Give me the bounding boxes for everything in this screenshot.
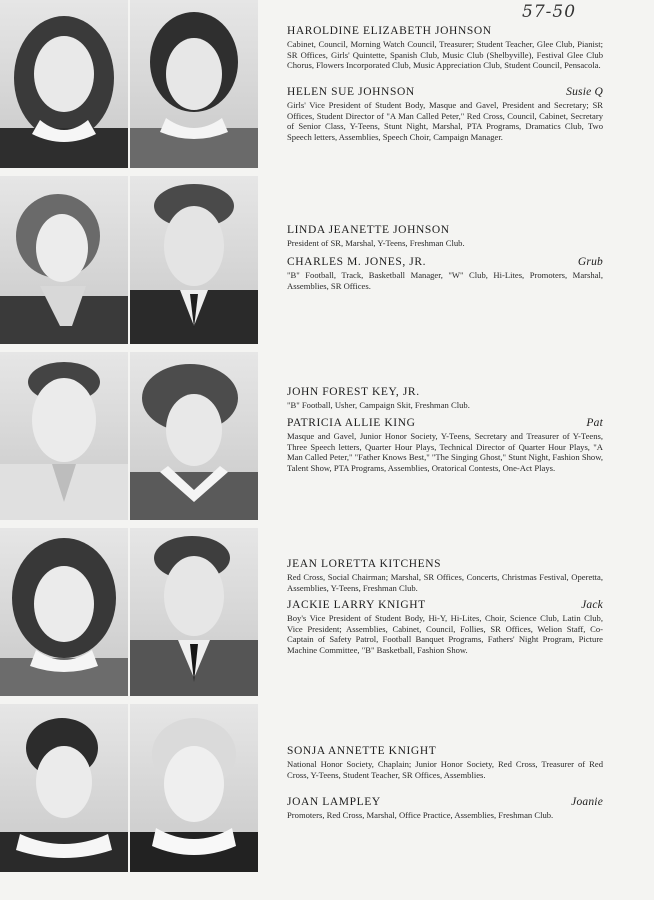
student-nickname: Pat <box>586 417 603 429</box>
portrait-photo <box>130 352 258 520</box>
student-entry <box>287 417 603 473</box>
student-entry <box>287 558 603 593</box>
student-name: PATRICIA ALLIE KING <box>287 417 416 429</box>
student-entry <box>287 796 603 821</box>
student-nickname: Jack <box>581 599 603 611</box>
student-entry <box>287 386 603 411</box>
student-entry <box>287 745 603 780</box>
portrait-grid <box>0 0 260 900</box>
student-name: JACKIE LARRY KNIGHT <box>287 599 426 611</box>
student-activities: "B" Football, Usher, Campaign Skit, Freshman Club. <box>287 400 470 410</box>
student-activities: Promoters, Red Cross, Marshal, Office Practice, Assemblies, Freshman Club. <box>287 810 554 820</box>
student-nickname: Joanie <box>571 796 603 808</box>
student-activities: Cabinet, Council, Morning Watch Council, Treasurer; Student Teacher, Glee Club, Pianist; SR Offices, Girls' Quintette, Spanish Club, Music Club (Shelbyville), Festival Glee Club Chorus, Flowers Incorporated Club, Music Appreciation Club, Student Council, Pensacola. <box>287 39 603 71</box>
student-activities: National Honor Society, Chaplain; Junior Honor Society, Red Cross, Treasurer of Red Cross, Y-Teens, Student Teacher, SR Offices, Assemblies. <box>287 759 603 780</box>
student-activities: "B" Football, Track, Basketball Manager, "W" Club, Hi-Lites, Promoters, Marshal, Assemblies, SR Offices. <box>287 270 603 291</box>
student-name: JOAN LAMPLEY <box>287 796 381 808</box>
student-name: JEAN LORETTA KITCHENS <box>287 558 442 570</box>
page-number: 57-50 <box>522 2 577 22</box>
student-name: JOHN FOREST KEY, JR. <box>287 386 420 398</box>
student-activities: Masque and Gavel, Junior Honor Society, Y-Teens, Secretary and Treasurer of Y-Teens, Three Speech letters, Quarter Hour Plays, Technical Director of Quarter Hour Plays, "A Man Called Peter," "Father Knows Best," "The Singing Ghost," Stunt Night, Fashion Show, Talent Show, PTA Programs, Assemblies, Oratorical Contests, One-Act Plays. <box>287 431 603 473</box>
portrait-photo <box>130 176 258 344</box>
student-nickname: Susie Q <box>566 86 603 98</box>
portrait-photo <box>130 528 258 696</box>
portrait-photo <box>0 176 128 344</box>
student-name: HELEN SUE JOHNSON <box>287 86 415 98</box>
portrait-photo <box>0 0 128 168</box>
student-activities: Red Cross, Social Chairman; Marshal, SR Offices, Concerts, Christmas Festival, Operetta, Assemblies, Y-Teens, Freshman Club. <box>287 572 603 593</box>
student-entry <box>287 599 603 655</box>
portrait-photo <box>130 704 258 872</box>
student-activities: President of SR, Marshal, Y-Teens, Freshman Club. <box>287 238 465 248</box>
student-nickname: Grub <box>577 256 603 268</box>
portrait-photo <box>0 528 128 696</box>
student-activities: Boy's Vice President of Student Body, Hi-Y, Hi-Lites, Choir, Science Club, Latin Club, Vice President; Assemblies, Cabinet, Council, Follies, SR Offices, Welion Staff, Co-Captain of Safety Patrol, Football Banquet Programs, Fathers' Night Program, Picture Machine Committee, "B" Basketball, Fashion Show. <box>287 613 603 655</box>
portrait-photo <box>0 704 128 872</box>
student-entry <box>287 25 603 71</box>
portrait-photo <box>0 352 128 520</box>
portrait-photo <box>130 0 258 168</box>
student-activities: Girls' Vice President of Student Body, Masque and Gavel, President and Secretary; SR Offices, Student Director of "A Man Called Peter," Red Cross, Council, Cabinet, Secretary of Senior Class, Y-Teens, Stunt Night, Marshal, PTA Programs, Dramatics Club, Two Speech letters, Assemblies, Speech Choir, Campaign Manager. <box>287 100 603 142</box>
student-entry <box>287 256 603 291</box>
student-entry <box>287 224 603 249</box>
student-name: LINDA JEANETTE JOHNSON <box>287 224 450 236</box>
student-entry <box>287 86 603 142</box>
student-name: HAROLDINE ELIZABETH JOHNSON <box>287 25 492 37</box>
student-name: SONJA ANNETTE KNIGHT <box>287 745 437 757</box>
student-name: CHARLES M. JONES, JR. <box>287 256 427 268</box>
